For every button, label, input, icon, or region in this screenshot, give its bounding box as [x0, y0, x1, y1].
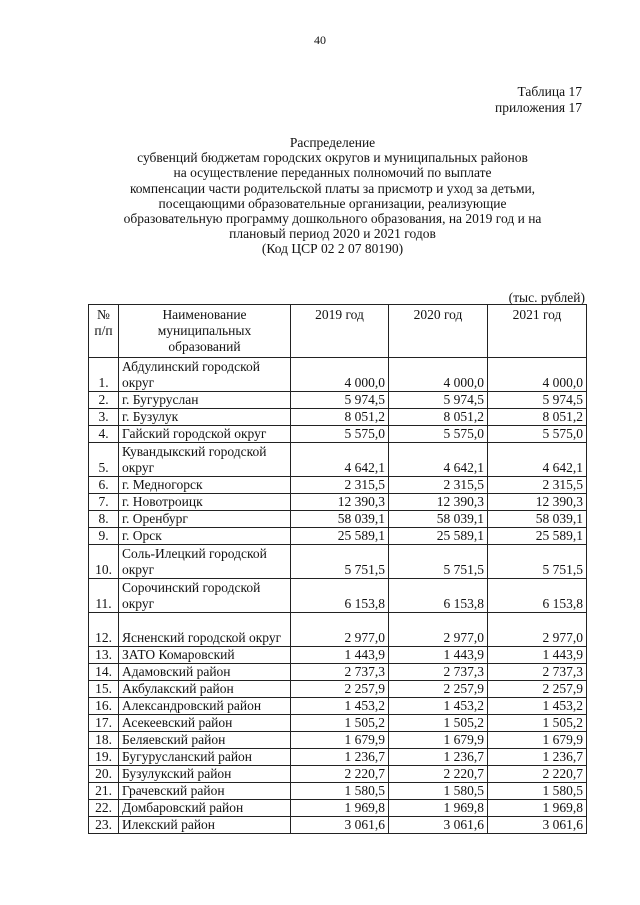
row-name: Абдулинский городской округ — [119, 358, 291, 392]
row-value-2020: 1 443,9 — [389, 647, 488, 664]
row-value-2020: 58 039,1 — [389, 511, 488, 528]
row-value-2020: 2 977,0 — [389, 613, 488, 647]
row-value-2019: 4 642,1 — [291, 443, 389, 477]
row-value-2020: 1 505,2 — [389, 715, 488, 732]
table-row — [89, 681, 587, 698]
subsidy-table — [88, 304, 587, 834]
title-line: на осуществление переданных полномочий по выплате — [173, 165, 492, 181]
row-number: 15. — [89, 681, 119, 698]
row-value-2019: 1 969,8 — [291, 800, 389, 817]
row-value-2019: 2 737,3 — [291, 664, 389, 681]
row-value-2021: 5 751,5 — [488, 545, 587, 579]
row-value-2021: 1 453,2 — [488, 698, 587, 715]
row-name: г. Медногорск — [119, 477, 291, 494]
row-value-2021: 1 679,9 — [488, 732, 587, 749]
row-value-2021: 2 977,0 — [488, 613, 587, 647]
row-value-2020: 6 153,8 — [389, 579, 488, 613]
row-value-2019: 3 061,6 — [291, 817, 389, 834]
row-number: 14. — [89, 664, 119, 681]
row-value-2020: 2 220,7 — [389, 766, 488, 783]
row-value-2021: 2 315,5 — [488, 477, 587, 494]
row-number: 3. — [89, 409, 119, 426]
row-value-2019: 5 575,0 — [291, 426, 389, 443]
table-row — [89, 511, 587, 528]
table-row — [89, 732, 587, 749]
row-name: Бугурусланский район — [119, 749, 291, 766]
table-row — [89, 545, 587, 579]
row-number: 16. — [89, 698, 119, 715]
row-value-2021: 4 000,0 — [488, 358, 587, 392]
row-value-2020: 4 000,0 — [389, 358, 488, 392]
row-number: 4. — [89, 426, 119, 443]
table-row — [89, 392, 587, 409]
table-row — [89, 613, 587, 647]
row-number: 6. — [89, 477, 119, 494]
row-value-2019: 1 505,2 — [291, 715, 389, 732]
row-number: 21. — [89, 783, 119, 800]
row-number: 5. — [89, 443, 119, 477]
row-name: Гайский городской округ — [119, 426, 291, 443]
table-row — [89, 698, 587, 715]
row-value-2019: 1 580,5 — [291, 783, 389, 800]
row-value-2019: 2 220,7 — [291, 766, 389, 783]
row-number: 7. — [89, 494, 119, 511]
header-2020: 2020 год — [389, 305, 488, 358]
row-value-2019: 6 153,8 — [291, 579, 389, 613]
row-value-2020: 1 580,5 — [389, 783, 488, 800]
row-number: 18. — [89, 732, 119, 749]
title-line: субвенций бюджетам городских округов и муниципальных районов — [137, 150, 528, 166]
row-number: 9. — [89, 528, 119, 545]
row-value-2020: 4 642,1 — [389, 443, 488, 477]
row-value-2021: 8 051,2 — [488, 409, 587, 426]
row-value-2020: 8 051,2 — [389, 409, 488, 426]
title-line: плановый период 2020 и 2021 годов — [229, 226, 436, 242]
row-number: 23. — [89, 817, 119, 834]
row-number: 2. — [89, 392, 119, 409]
row-value-2020: 2 737,3 — [389, 664, 488, 681]
row-value-2019: 1 236,7 — [291, 749, 389, 766]
row-name: Домбаровский район — [119, 800, 291, 817]
table-row — [89, 477, 587, 494]
row-name: Сорочинский городской округ — [119, 579, 291, 613]
row-value-2021: 1 236,7 — [488, 749, 587, 766]
table-reference-line: Таблица 17 — [517, 84, 582, 99]
row-value-2020: 1 453,2 — [389, 698, 488, 715]
row-number: 1. — [89, 358, 119, 392]
row-value-2020: 25 589,1 — [389, 528, 488, 545]
row-value-2020: 1 679,9 — [389, 732, 488, 749]
row-value-2019: 2 977,0 — [291, 613, 389, 647]
table-row — [89, 766, 587, 783]
row-value-2020: 5 974,5 — [389, 392, 488, 409]
row-name: г. Орск — [119, 528, 291, 545]
row-value-2020: 2 257,9 — [389, 681, 488, 698]
row-number: 11. — [89, 579, 119, 613]
row-name: г. Бузулук — [119, 409, 291, 426]
row-name: Асекеевский район — [119, 715, 291, 732]
row-value-2019: 4 000,0 — [291, 358, 389, 392]
table-row — [89, 579, 587, 613]
row-value-2021: 5 974,5 — [488, 392, 587, 409]
table-row — [89, 817, 587, 834]
row-value-2021: 2 257,9 — [488, 681, 587, 698]
table-row — [89, 783, 587, 800]
header-number: № п/п — [89, 305, 119, 358]
row-value-2019: 12 390,3 — [291, 494, 389, 511]
row-value-2020: 5 575,0 — [389, 426, 488, 443]
table-row — [89, 715, 587, 732]
row-value-2021: 25 589,1 — [488, 528, 587, 545]
row-name: г. Новотроицк — [119, 494, 291, 511]
row-value-2019: 5 751,5 — [291, 545, 389, 579]
table-row — [89, 426, 587, 443]
table-row — [89, 664, 587, 681]
row-name: г. Бугуруслан — [119, 392, 291, 409]
row-name: ЗАТО Комаровский — [119, 647, 291, 664]
row-value-2021: 12 390,3 — [488, 494, 587, 511]
row-number: 8. — [89, 511, 119, 528]
units-label: (тыс. рублей) — [508, 290, 585, 305]
row-value-2021: 5 575,0 — [488, 426, 587, 443]
row-name: Ясненский городской округ — [119, 613, 291, 647]
header-name: Наименование муниципальных образований — [119, 305, 291, 358]
table-row — [89, 749, 587, 766]
row-value-2021: 1 443,9 — [488, 647, 587, 664]
row-value-2021: 1 969,8 — [488, 800, 587, 817]
row-name: Адамовский район — [119, 664, 291, 681]
table-row — [89, 358, 587, 392]
row-value-2020: 2 315,5 — [389, 477, 488, 494]
row-name: Акбулакский район — [119, 681, 291, 698]
row-value-2019: 25 589,1 — [291, 528, 389, 545]
table-row — [89, 528, 587, 545]
row-value-2019: 1 679,9 — [291, 732, 389, 749]
title-line: Распределение — [289, 135, 376, 150]
row-value-2019: 5 974,5 — [291, 392, 389, 409]
table-reference — [495, 84, 582, 116]
table-row — [89, 443, 587, 477]
row-value-2021: 6 153,8 — [488, 579, 587, 613]
row-name: Бузулукский район — [119, 766, 291, 783]
row-value-2021: 3 061,6 — [488, 817, 587, 834]
row-number: 10. — [89, 545, 119, 579]
row-value-2019: 1 453,2 — [291, 698, 389, 715]
row-number: 17. — [89, 715, 119, 732]
row-name: Илекский район — [119, 817, 291, 834]
row-value-2019: 2 257,9 — [291, 681, 389, 698]
row-name: Соль-Илецкий городской округ — [119, 545, 291, 579]
row-value-2020: 12 390,3 — [389, 494, 488, 511]
title-line: компенсации части родительской платы за присмотр и уход за детьми, — [129, 180, 536, 196]
title-line: посещающими образовательные организации, реализующие — [158, 195, 507, 211]
row-number: 12. — [89, 613, 119, 647]
row-value-2019: 1 443,9 — [291, 647, 389, 664]
document-title — [60, 135, 605, 257]
row-name: Беляевский район — [119, 732, 291, 749]
row-value-2020: 1 969,8 — [389, 800, 488, 817]
row-value-2021: 2 737,3 — [488, 664, 587, 681]
row-number: 13. — [89, 647, 119, 664]
row-value-2021: 1 580,5 — [488, 783, 587, 800]
table-row — [89, 494, 587, 511]
row-value-2020: 5 751,5 — [389, 545, 488, 579]
table-row — [89, 647, 587, 664]
table-row — [89, 409, 587, 426]
title-line: образовательную программу дошкольного образования, на 2019 год и на — [123, 211, 542, 227]
header-2021: 2021 год — [488, 305, 587, 358]
row-value-2021: 4 642,1 — [488, 443, 587, 477]
row-value-2020: 3 061,6 — [389, 817, 488, 834]
row-number: 19. — [89, 749, 119, 766]
title-line: (Код ЦСР 02 2 07 80190) — [261, 241, 404, 257]
row-name: Кувандыкский городской округ — [119, 443, 291, 477]
row-name: г. Оренбург — [119, 511, 291, 528]
header-2019: 2019 год — [291, 305, 389, 358]
row-value-2019: 58 039,1 — [291, 511, 389, 528]
table-header-row — [89, 305, 587, 358]
table-reference-line: приложения 17 — [494, 100, 582, 115]
table-row — [89, 800, 587, 817]
row-name: Александровский район — [119, 698, 291, 715]
row-name: Грачевский район — [119, 783, 291, 800]
row-value-2019: 2 315,5 — [291, 477, 389, 494]
row-value-2021: 2 220,7 — [488, 766, 587, 783]
table-body — [89, 358, 587, 834]
page-number: 40 — [314, 33, 326, 47]
row-value-2021: 1 505,2 — [488, 715, 587, 732]
row-value-2019: 8 051,2 — [291, 409, 389, 426]
row-number: 20. — [89, 766, 119, 783]
row-number: 22. — [89, 800, 119, 817]
row-value-2021: 58 039,1 — [488, 511, 587, 528]
row-value-2020: 1 236,7 — [389, 749, 488, 766]
